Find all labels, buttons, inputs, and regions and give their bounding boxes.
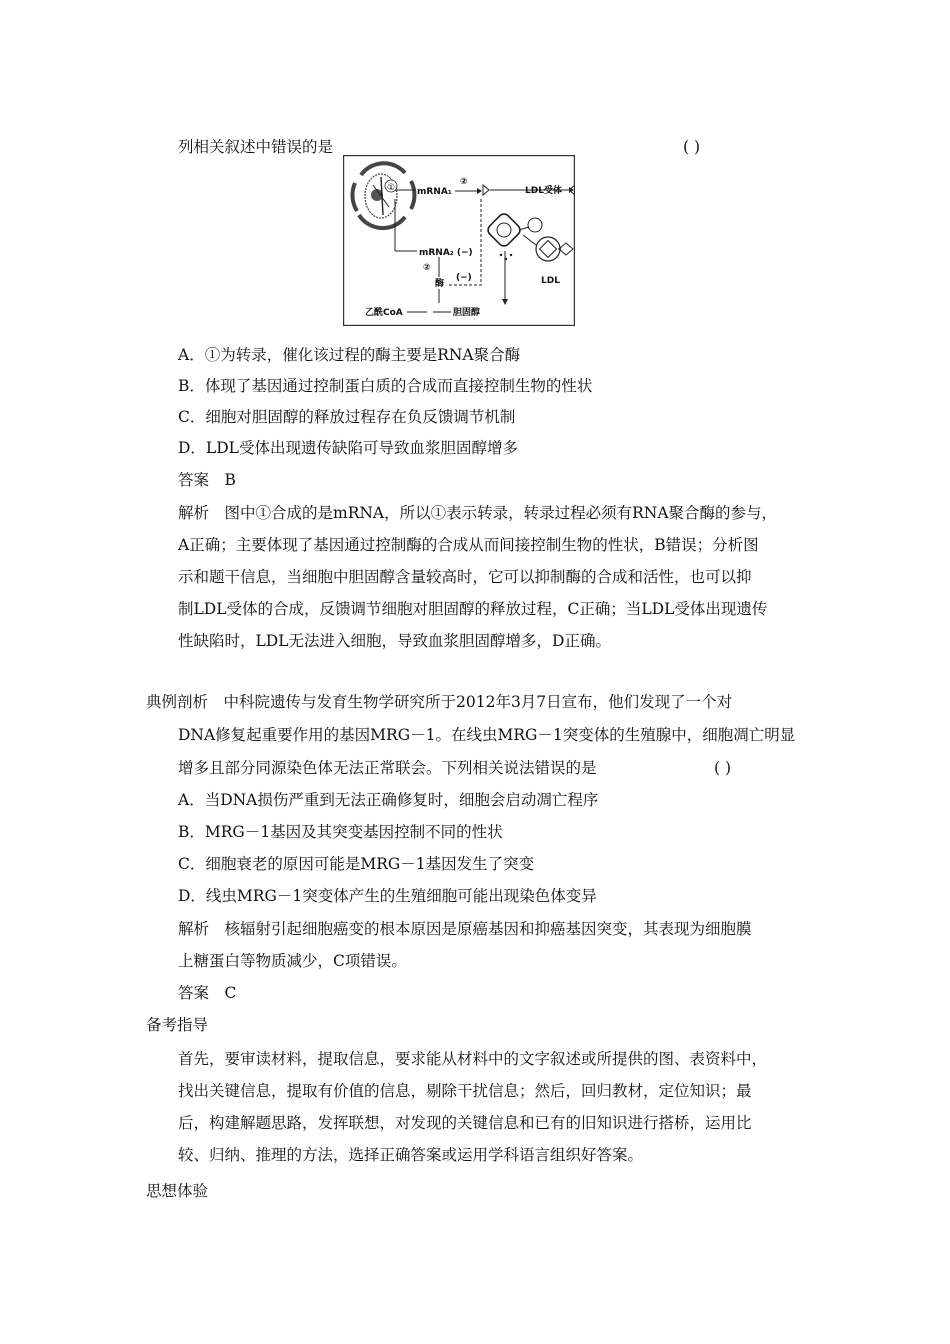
option-d: D．线虫MRG－1突变体产生的生殖细胞可能出现染色体变异: [178, 887, 597, 905]
label-cholesterol: 胆固醇: [453, 308, 481, 318]
option-c: C．细胞对胆固醇的释放过程存在负反馈调节机制: [178, 408, 516, 426]
label-ldl: LDL: [541, 276, 560, 286]
answer-line: 答案 C: [178, 984, 237, 1002]
option-a: A．①为转录，催化该过程的酶主要是RNA聚合酶: [178, 346, 521, 364]
label-negative: (−): [456, 273, 472, 283]
label-circle-1: ①: [387, 183, 396, 193]
option-d: D．LDL受体出现遗传缺陷可导致血浆胆固醇增多: [178, 439, 518, 457]
answer-line: 答案 B: [178, 471, 236, 489]
guide-line: 后，构建解题思路，发挥联想，对发现的关键信息和已有的旧知识进行搭桥，运用比: [178, 1114, 752, 1132]
label-circle-2a: ②: [460, 177, 468, 187]
label-mrna2: mRNA₂ (−): [419, 248, 473, 258]
question-stem: 列相关叙述中错误的是: [178, 138, 334, 156]
question-line: DNA修复起重要作用的基因MRG－1。在线虫MRG－1突变体的生殖腺中，细胞凋亡明显: [178, 726, 796, 744]
option-a: A．当DNA损伤严重到无法正确修复时，细胞会启动凋亡程序: [178, 791, 599, 809]
label-ldl-receptor: LDL受体: [525, 186, 562, 196]
guide-line: 首先，要审读材料，提取信息，要求能从材料中的文字叙述或所提供的图、表资料中，: [178, 1050, 768, 1068]
section-heading: 思想体验: [146, 1182, 209, 1200]
question-line: 增多且部分同源染色体无法正常联会。下列相关说法错误的是: [178, 759, 597, 777]
analysis-line: A正确；主要体现了基因通过控制酶的合成从而间接控制生物的性状，B错误；分析图: [178, 536, 759, 554]
label-mrna1: mRNA₁: [417, 187, 452, 197]
answer-bracket: ( ): [683, 138, 701, 156]
option-c: C．细胞衰老的原因可能是MRG－1基因发生了突变: [178, 855, 535, 873]
analysis-line: 制LDL受体的合成，反馈调节细胞对胆固醇的释放过程，C正确；当LDL受体出现遗传: [178, 600, 768, 618]
label-acetyl-coa: 乙酰CoA: [365, 308, 403, 318]
guide-heading: 备考指导: [146, 1016, 209, 1034]
option-b: B．体现了基因通过控制蛋白质的合成而直接控制生物的性状: [178, 377, 593, 395]
analysis-line: 示和题干信息，当细胞中胆固醇含量较高时，它可以抑制酶的合成和活性，也可以抑: [178, 568, 752, 586]
answer-bracket: ( ): [714, 759, 732, 777]
label-circle-2b: ②: [423, 263, 431, 273]
ldl-cholesterol-diagram: [343, 155, 575, 326]
guide-line: 较、归纳、推理的方法，选择正确答案或运用学科语言组织好答案。: [178, 1146, 644, 1164]
analysis-line: 上糖蛋白等物质减少，C项错误。: [178, 952, 407, 970]
analysis-line: 解析 图中①合成的是mRNA，所以①表示转录，转录过程必须有RNA聚合酶的参与，: [178, 504, 778, 522]
option-b: B．MRG－1基因及其突变基因控制不同的性状: [178, 823, 503, 841]
guide-line: 找出关键信息，提取有价值的信息，剔除干扰信息；然后，回归教材，定位知识；最: [178, 1082, 752, 1100]
analysis-line: 解析 核辐射引起细胞癌变的根本原因是原癌基因和抑癌基因突变，其表现为细胞膜: [178, 920, 752, 938]
analysis-line: 性缺陷时，LDL无法进入细胞，导致血浆胆固醇增多，D正确。: [178, 632, 611, 650]
label-enzyme: 酶: [435, 279, 445, 289]
example-heading-line: 典例剖析 中科院遗传与发育生物学研究所于2012年3月7日宣布，他们发现了一个对: [146, 693, 733, 711]
